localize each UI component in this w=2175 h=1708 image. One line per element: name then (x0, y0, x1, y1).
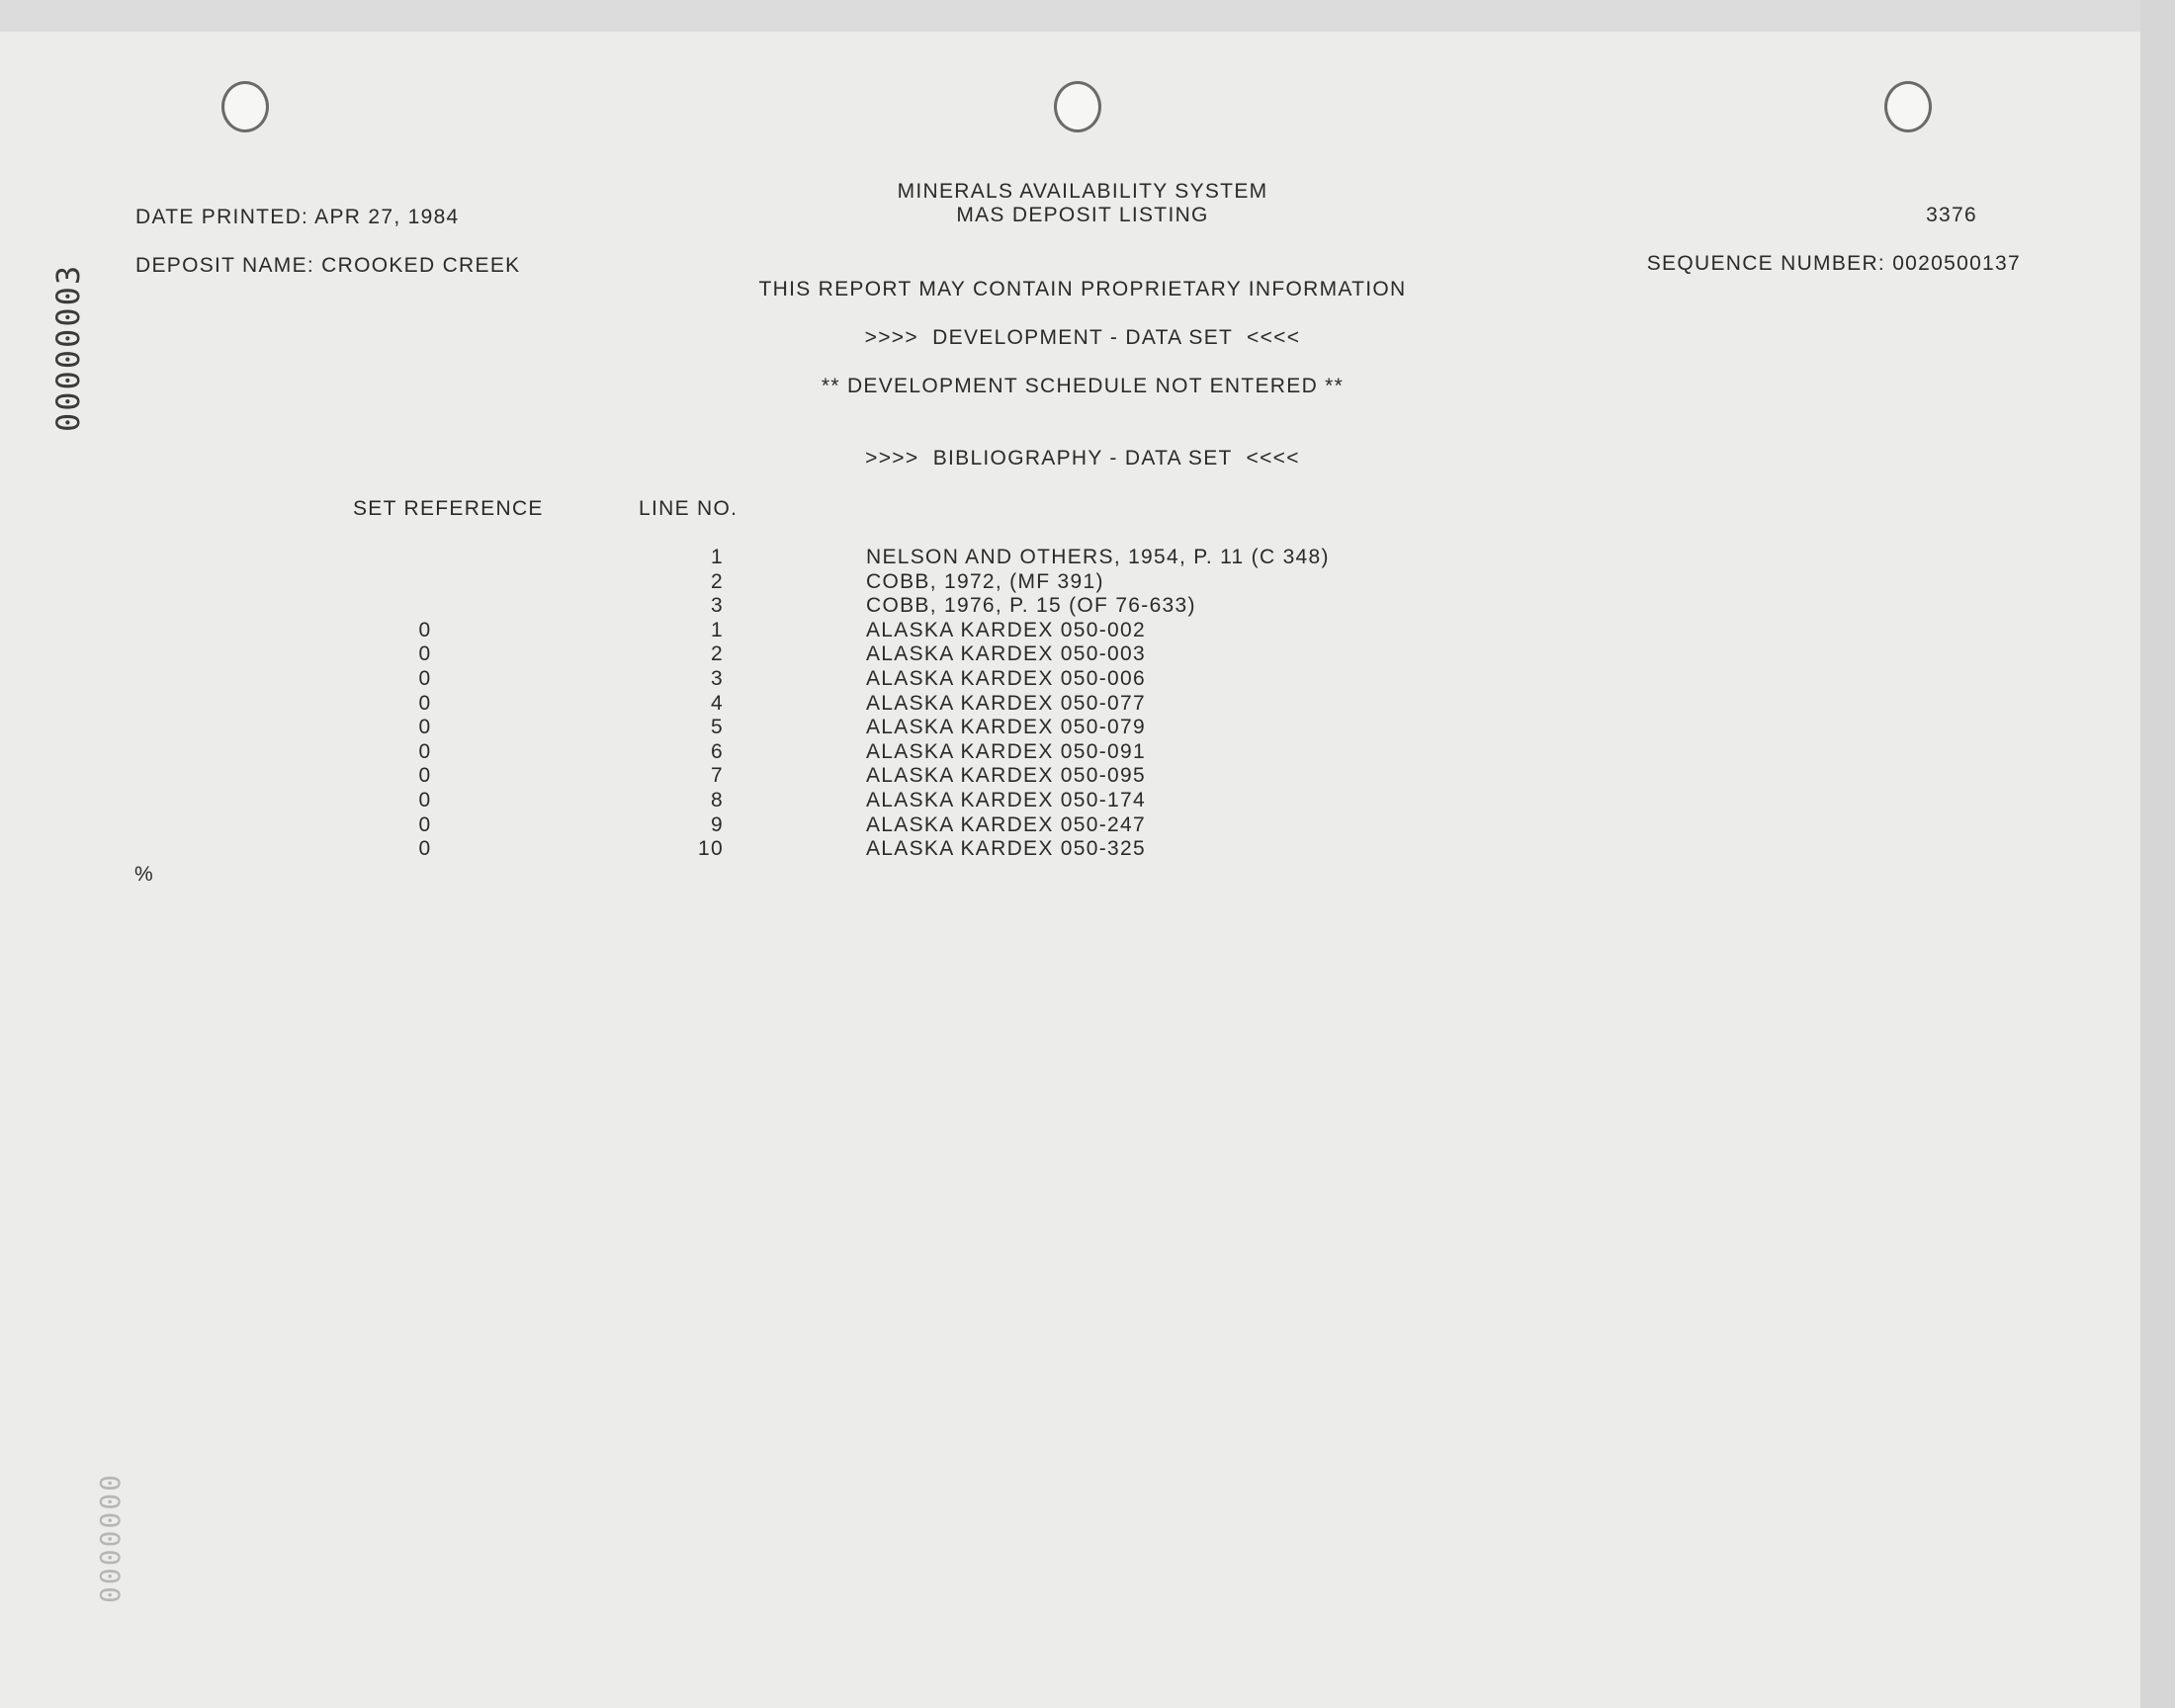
line-no-cell: 3 (711, 594, 724, 618)
margin-stamp-faint (94, 1401, 128, 1608)
page-number: 3376 (1926, 204, 1977, 226)
line-no-cell: 3 (711, 667, 724, 690)
reference-cell: ALASKA KARDEX 050-006 (866, 667, 1146, 690)
listing-title: MAS DEPOSIT LISTING (956, 204, 1209, 226)
reference-cell: ALASKA KARDEX 050-002 (866, 618, 1146, 641)
line-no-cell: 2 (711, 642, 724, 666)
reference-cell: ALASKA KARDEX 050-174 (866, 789, 1146, 811)
set-reference-cell: 0 (418, 691, 432, 715)
line-no-cell: 1 (711, 618, 724, 641)
development-heading: >>>> DEVELOPMENT - DATA SET <<<< (864, 326, 1301, 349)
binder-hole-right (1884, 81, 1932, 132)
margin-stamp-text: 00000003 (49, 263, 87, 432)
reference-cell: ALASKA KARDEX 050-247 (866, 812, 1146, 836)
line-no-cell: 5 (711, 716, 724, 739)
binder-hole-center (1054, 81, 1101, 132)
end-mark: % (134, 863, 154, 886)
development-note: ** DEVELOPMENT SCHEDULE NOT ENTERED ** (821, 375, 1345, 397)
date-printed: DATE PRINTED: APR 27, 1984 (135, 206, 460, 228)
proprietary-notice: THIS REPORT MAY CONTAIN PROPRIETARY INFORMATION (758, 278, 1407, 300)
line-no-cell: 9 (711, 812, 724, 836)
set-reference-cell: 0 (418, 837, 432, 861)
sequence-number: SEQUENCE NUMBER: 0020500137 (1646, 252, 2021, 275)
deposit-name: DEPOSIT NAME: CROOKED CREEK (135, 254, 521, 277)
set-reference-cell: 0 (418, 789, 432, 811)
line-no-cell: 2 (711, 569, 724, 593)
reference-cell: ALASKA KARDEX 050-095 (866, 764, 1146, 788)
reference-cell: ALASKA KARDEX 050-091 (866, 739, 1146, 763)
set-reference-cell: 0 (418, 642, 432, 666)
set-reference-cell: 0 (418, 764, 432, 788)
reference-cell: ALASKA KARDEX 050-079 (866, 716, 1146, 739)
margin-stamp-faint-text: 0000000 (94, 1472, 127, 1603)
line-no-cell: 8 (711, 789, 724, 811)
column-set-reference: SET REFERENCE (353, 497, 544, 520)
bibliography-heading: >>>> BIBLIOGRAPHY - DATA SET <<<< (865, 447, 1300, 470)
document-page (0, 32, 2140, 1708)
margin-stamp-number (49, 200, 89, 437)
system-title: MINERALS AVAILABILITY SYSTEM (897, 180, 1268, 203)
set-reference-cell: 0 (418, 667, 432, 690)
line-no-cell: 4 (711, 691, 724, 715)
reference-cell: ALASKA KARDEX 050-325 (866, 837, 1146, 861)
reference-cell: NELSON AND OTHERS, 1954, P. 11 (C 348) (866, 546, 1330, 568)
line-no-cell: 10 (698, 837, 724, 861)
line-no-cell: 7 (711, 764, 724, 788)
reference-cell: ALASKA KARDEX 050-077 (866, 691, 1146, 715)
binder-hole-left (221, 81, 269, 132)
set-reference-cell: 0 (418, 739, 432, 763)
reference-cell: COBB, 1972, (MF 391) (866, 569, 1104, 593)
line-no-cell: 6 (711, 739, 724, 763)
scan-edge (2140, 0, 2175, 1708)
reference-cell: ALASKA KARDEX 050-003 (866, 642, 1146, 666)
set-reference-cell: 0 (418, 812, 432, 836)
set-reference-cell: 0 (418, 618, 432, 641)
column-line-no: LINE NO. (639, 497, 739, 520)
set-reference-cell: 0 (418, 716, 432, 739)
reference-cell: COBB, 1976, P. 15 (OF 76-633) (866, 594, 1196, 618)
line-no-cell: 1 (711, 546, 724, 568)
